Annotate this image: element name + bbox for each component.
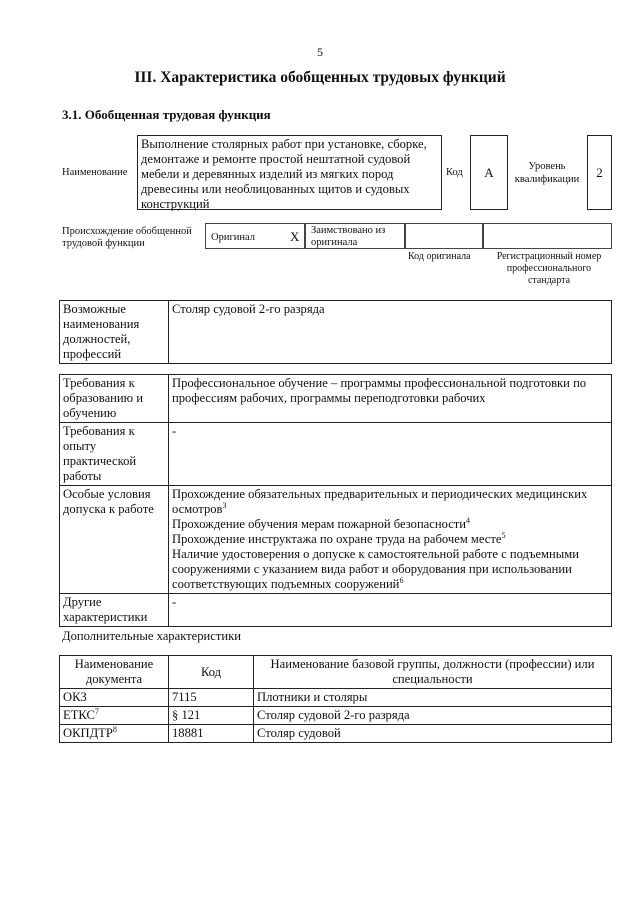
origin-borrowed-label: Заимствовано из оригинала: [311, 225, 386, 248]
gtf-name-box: [137, 135, 442, 210]
special-item: Прохождение обязательных предварительных и периодических медицинских осмотров$^3$: [172, 487, 588, 516]
experience-value: -: [169, 423, 612, 486]
origin-original-cell: [205, 223, 305, 249]
origin-code-cell: [405, 223, 483, 249]
additional-header-doc: Наименование документа: [60, 656, 169, 689]
special-item: Прохождение обучения мерам пожарной безопасности$^4$: [172, 515, 471, 531]
gtf-level-label: Уровень квалификации: [514, 161, 580, 185]
origin-borrowed-cell: [305, 223, 405, 249]
experience-label: Требования к опыту практической работы: [60, 423, 169, 486]
additional-table: [59, 655, 612, 743]
origin-reg-number-label: Регистрационный номер профессионального стандарта: [496, 251, 602, 286]
gtf-level-value: 2: [596, 165, 603, 180]
origin-original-mark: X: [290, 229, 300, 244]
positions-label: Возможные наименования должностей, профессий: [60, 301, 169, 364]
origin-label: Происхождение обобщенной трудовой функции: [62, 226, 192, 249]
special-label: Особые условия допуска к работе: [60, 486, 169, 594]
table-row: ЕТКС$^7$ § 121 Столяр судовой 2-го разряда: [60, 707, 612, 725]
special-item: Наличие удостоверения о допуске к самостоятельной работе с подъемными сооружениями с указанием вида работ и оборудования при использовании соответствующих подъемных сооружений$^6$: [172, 547, 579, 591]
page-number: 5: [317, 45, 323, 59]
additional-header-group: Наименование базовой группы, должности (профессии) или специальности: [254, 656, 612, 689]
other-label: Другие характеристики: [60, 594, 169, 627]
origin-reg-cell: [483, 223, 612, 249]
gtf-code-label: Код: [446, 167, 463, 178]
origin-original-label: Оригинал: [211, 232, 255, 243]
origin-code-original-label: Код оригинала: [408, 251, 471, 262]
gtf-code-value: A: [484, 165, 494, 180]
gtf-code-box: [470, 135, 508, 210]
education-value: Профессиональное обучение – программы профессиональной подготовки по профессиям рабочих, программы переподготовки рабочих: [169, 375, 612, 423]
positions-table: [59, 300, 612, 364]
table-row: ОКПДТР$^8$ 18881 Столяр судовой: [60, 725, 612, 743]
gtf-name-label: Наименование: [62, 167, 128, 178]
additional-header-code: Код: [169, 656, 254, 689]
requirements-table: [59, 374, 612, 627]
subsection-title: 3.1. Обобщенная трудовая функция: [62, 107, 271, 122]
gtf-name-value: Выполнение столярных работ при установке, сборке, демонтаже и ремонте простой нештатной судовой мебели и деревянных изделий из мягких пород древесины или необлицованных щитов и судовых конструкций: [141, 137, 427, 211]
special-item: Прохождение инструктажа по охране труда на рабочем месте$^5$: [172, 530, 506, 546]
gtf-level-box: [587, 135, 612, 210]
positions-value: Столяр судовой 2-го разряда: [169, 301, 612, 364]
additional-heading: Дополнительные характеристики: [62, 629, 241, 643]
education-label: Требования к образованию и обучению: [60, 375, 169, 423]
other-value: -: [169, 594, 612, 627]
section-title: III. Характеристика обобщенных трудовых функций: [134, 69, 506, 86]
special-list: [169, 486, 612, 594]
table-row: ОКЗ 7115 Плотники и столяры: [60, 689, 612, 707]
